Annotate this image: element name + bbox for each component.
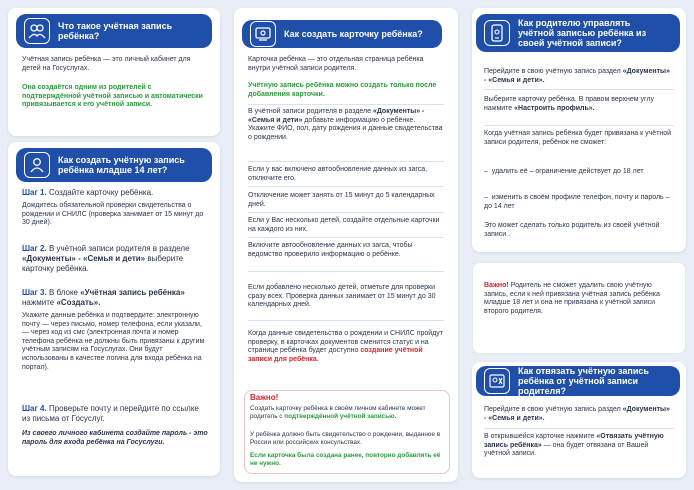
- warning-text-2: У ребёнка должно быть свидетельство о рождении, выданное в России или российских консульствах.: [250, 431, 441, 446]
- divider: [248, 186, 444, 187]
- restriction-item-1: [484, 168, 674, 177]
- header-unlink-account: [476, 366, 680, 396]
- warning-text-1: [250, 405, 446, 420]
- unlink-step-2: [484, 433, 674, 459]
- card-definition: Карточка ребёнка — это отдельная страница ребёнка внутри учётной записи родителя.: [248, 56, 424, 72]
- card-add-info-c: добавьте информацию о ребёнке. Укажите ФИО, пол, дату рождения и данные свидетельства о рождении.: [248, 116, 443, 141]
- step-4-text: Проверьте почту и перейдите по ссылке из письма от Госуслуг.: [22, 404, 199, 423]
- restriction-item-2-text: изменить в своём профиле телефон, почту и пароль – до 14 лет: [484, 194, 670, 210]
- divider: [248, 320, 444, 321]
- divider: [484, 89, 674, 90]
- children-icon: [24, 18, 50, 44]
- warning-text-1a: Создать карточку ребёнка в своём личном кабинете может родитель с: [250, 405, 426, 420]
- step-2-text-b: выберите карточку ребёнка.: [22, 254, 184, 273]
- unlink-step-1b: «Документы» - «Семья и дети».: [484, 406, 670, 422]
- step-4: [22, 404, 208, 424]
- divider: [484, 428, 674, 429]
- manage-step-1a: Перейдите в свою учётную запись раздел: [484, 68, 623, 75]
- header-title: Как создать учётную запись ребёнка младше 14 лет?: [58, 155, 185, 175]
- manage-restrictions: Когда учётная запись ребёнка будет привязана к учётной записи родителя, ребёнок не сможет:: [484, 130, 672, 146]
- step-1-note: Дождитесь обязательной проверки свидетельства о рождении и СНИЛС (проверка занимает от 15 минут до 30 дней).: [22, 202, 204, 227]
- step-3-bold-2: «Создать».: [56, 298, 101, 307]
- step-2-label: Шаг 2.: [22, 244, 47, 253]
- manage-step-2a: Выберите карточку ребёнка. В правом верхнем углу нажмите: [484, 96, 655, 112]
- header-how-create-child-card: [242, 20, 442, 48]
- check-complete-b: создание учётной записи для ребёнка.: [248, 347, 423, 363]
- step-1-text: Создайте карточку ребёнка.: [48, 188, 154, 197]
- step-3-text-a: В блоке: [48, 288, 81, 297]
- header-title: Как создать карточку ребёнка?: [284, 29, 423, 39]
- definition-text: Учётная запись ребёнка — это личный кабинет для детей на Госуслугах.: [22, 56, 191, 72]
- divider: [484, 125, 674, 126]
- card-add-info-a: В учётной записи родителя в разделе: [248, 108, 373, 115]
- step-3: [22, 288, 208, 308]
- phone-icon: [484, 20, 510, 46]
- step-4-italic: Из своего личного кабинета создайте пароль - это пароль для входа ребёнка на Госуслуги.: [22, 430, 208, 446]
- parent-only-note: Это может сделать только родитель из своей учётной записи .: [484, 222, 660, 238]
- step-4-label: Шаг 4.: [22, 404, 47, 413]
- step-3-label: Шаг 3.: [22, 288, 47, 297]
- unlink-step-1: [484, 406, 674, 423]
- restriction-item-1-text: удалить её – ограничение действует до 18 лет: [491, 168, 644, 175]
- list-bullet: –: [484, 194, 492, 201]
- manage-step-1b: «Документы» - «Семья и дети».: [484, 68, 670, 84]
- unlink-step-2c: — она будет отвязана от Вашей учётной записи.: [484, 441, 649, 458]
- step-3-note: Укажите данные ребёнка и подтвердите: электронную почту — через письмо, номер телефона, если указали, — через код из смс (электронная почта и номер телефона ребёнка не должны быть привязаны к другим учётным записям на Госуслугах. Они будут использованы в качестве логина для входа ребёнка на портал).: [22, 312, 205, 371]
- header-manage-account: [476, 14, 680, 52]
- check-complete-a: Когда данные свидетельства о рождении и СНИЛС пройдут проверку, в карточках документов сменится статус и на странице ребёнка будет доступно: [248, 330, 443, 355]
- parent-warning-body: Родитель не сможет удалить свою учётную запись, если к ней привязана учётная запись ребёнка младше 18 лет и она не привязана к учётной записи второго родителя.: [484, 282, 660, 315]
- autoupdate-on: Включите автообновление данных из загса, чтобы ведомство проверило информацию о ребёнке.: [248, 242, 413, 258]
- warning-title: Важно!: [250, 393, 279, 402]
- header-title: Как родителю управлять учётной записью ребёнка из своей учётной записи?: [518, 18, 647, 48]
- manage-step-2: [484, 96, 674, 113]
- disable-time: Отключение может занять от 15 минут до 5 календарных дней.: [248, 192, 435, 208]
- header-how-create-account: [16, 148, 212, 182]
- unlink-step-1a: Перейдите в свою учётную запись раздел: [484, 406, 623, 413]
- parent-warning-title: Важно!: [484, 282, 509, 289]
- divider: [248, 161, 444, 162]
- unlink-icon: [484, 368, 510, 394]
- header-title: Как отвязать учётную запись ребёнка от учётной записи родителя?: [518, 366, 649, 396]
- creation-note: Она создаётся одним из родителей с подтверждённой учётной записью и автоматически привязывается к его учётной записи.: [22, 84, 203, 109]
- several-children: Если у Вас несколько детей, создайте отдельные карточки на каждого из них.: [248, 217, 440, 233]
- header-title: Что такое учётная запись ребёнка?: [58, 21, 173, 41]
- autoupdate-off: Если у вас включено автообновление данных из загса, отключите его.: [248, 166, 428, 182]
- card-add-info-bold: «Документы» - «Семья и дети»: [248, 108, 425, 124]
- divider: [248, 104, 444, 105]
- step-2-bold: «Документы» - «Семья и дети»: [22, 254, 146, 263]
- manage-step-2b: «Настроить профиль».: [514, 104, 595, 112]
- child-icon: [24, 152, 50, 178]
- step-3-text-b: нажмите: [22, 298, 57, 307]
- card-required-note: Учётную запись ребёнка можно создать только после добавления карточки.: [248, 82, 437, 98]
- card-icon: [250, 21, 276, 47]
- header-what-is-account: [16, 14, 212, 48]
- check-all: Если добавлено несколько детей, отметьте для проверки сразу всех. Проверка данных занимает от 15 минут до 30 календарных дней.: [248, 284, 436, 309]
- divider: [248, 237, 444, 238]
- step-1: [22, 188, 208, 198]
- warning-text-1b: подтверждённой учётной записью.: [284, 412, 397, 420]
- card-add-info: [248, 108, 444, 142]
- step-2-text-a: В учётной записи родителя в разделе: [48, 244, 190, 253]
- divider: [248, 271, 444, 272]
- warning-text-3: Если карточка была создана ранее, повторно добавлять её не нужно.: [250, 452, 441, 467]
- parent-warning-text: [484, 282, 674, 316]
- step-3-bold-1: «Учётная запись ребёнка»: [80, 288, 185, 297]
- unlink-step-2b: «Отвязать учётную запись ребёнка»: [484, 433, 664, 449]
- check-complete: [248, 330, 444, 364]
- step-1-label: Шаг 1.: [22, 188, 47, 197]
- restriction-item-2: [484, 194, 674, 211]
- manage-step-1: [484, 68, 674, 85]
- step-2: [22, 244, 208, 274]
- divider: [248, 212, 444, 213]
- unlink-step-2a: В открывшейся карточке нажмите: [484, 433, 597, 440]
- list-bullet: –: [484, 168, 492, 175]
